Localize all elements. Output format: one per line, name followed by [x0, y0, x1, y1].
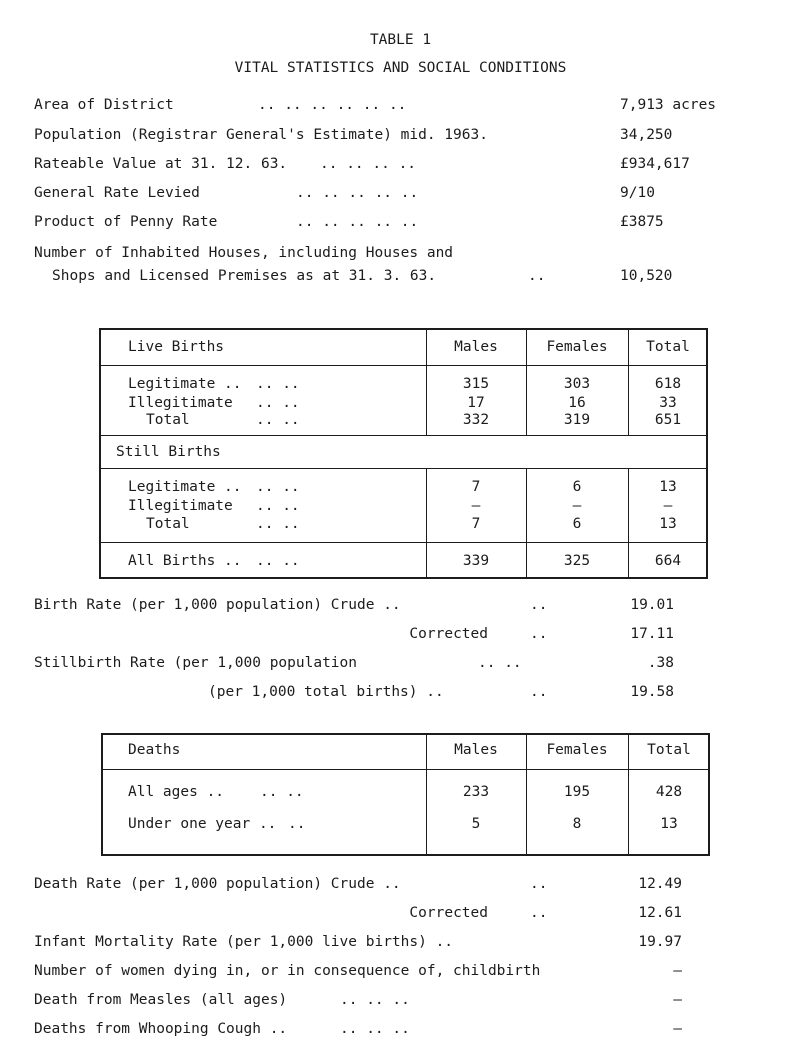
table-cell: 6	[572, 479, 582, 495]
table-cell: 17	[467, 395, 485, 411]
stat-value-population: 34,250	[620, 127, 673, 143]
rate-leader: .. ..	[478, 655, 522, 671]
deaths-header-total: Total	[647, 742, 691, 758]
houses-leader: ..	[528, 268, 546, 284]
table-cell: 8	[572, 816, 582, 832]
rate-label: Corrected	[409, 626, 488, 642]
rate-label: (per 1,000 total births) ..	[208, 684, 444, 700]
rate-leader: ..	[530, 876, 548, 892]
table-row-leader: .. ..	[256, 479, 300, 495]
table-row-leader: .. ..	[256, 395, 300, 411]
table-number: TABLE 1	[369, 32, 432, 48]
rate-leader: .. .. ..	[340, 1021, 410, 1037]
houses-value: 10,520	[620, 268, 673, 284]
table-row-leader: .. ..	[256, 498, 300, 514]
table-cell: 303	[563, 376, 591, 392]
rate-value: –	[673, 963, 682, 979]
table-cell: 618	[654, 376, 682, 392]
table-cell: 7	[471, 479, 481, 495]
stat-value-rate-levied: 9/10	[620, 185, 655, 201]
births-header-females: Females	[546, 339, 608, 355]
rate-label: Infant Mortality Rate (per 1,000 live births) ..	[34, 934, 454, 950]
stat-label-penny-rate: Product of Penny Rate	[34, 214, 218, 230]
rate-value: 12.49	[638, 876, 682, 892]
rate-leader: ..	[530, 905, 548, 921]
table-row-leader: .. ..	[256, 412, 300, 428]
stat-leader-area: .. .. .. .. .. ..	[258, 97, 407, 113]
table-cell: 664	[654, 553, 682, 569]
rate-value: .38	[647, 655, 674, 671]
row-divider	[99, 435, 708, 436]
table-cell: 33	[659, 395, 677, 411]
table-cell: 13	[659, 479, 677, 495]
table-row-label: Under one year ..	[128, 816, 277, 832]
table-cell: 195	[563, 784, 591, 800]
stat-label-rateable: Rateable Value at 31. 12. 63.	[34, 156, 288, 172]
rate-value: 12.61	[638, 905, 682, 921]
table-cell: –	[471, 498, 481, 514]
table-row-label: Illegitimate	[128, 498, 233, 514]
rate-value: –	[673, 992, 682, 1008]
rate-leader: ..	[530, 626, 548, 642]
stat-value-rateable: £934,617	[620, 156, 690, 172]
stat-label-area: Area of District	[34, 97, 174, 113]
deaths-header-males: Males	[454, 742, 498, 758]
deaths-header-label: Deaths	[128, 742, 181, 758]
table-row-label: All ages ..	[128, 784, 225, 800]
births-header-males: Males	[454, 339, 498, 355]
table-cell: 13	[660, 816, 678, 832]
rate-label: Number of women dying in, or in consequence of, childbirth	[34, 963, 541, 979]
stat-leader-rateable: .. .. .. ..	[320, 156, 417, 172]
stat-leader-penny-rate: .. .. .. .. ..	[296, 214, 419, 230]
table-row-leader: .. ..	[256, 553, 300, 569]
rate-leader: ..	[530, 597, 548, 613]
rate-leader: ..	[530, 684, 548, 700]
page-title: VITAL STATISTICS AND SOCIAL CONDITIONS	[234, 60, 567, 76]
stat-label-rate-levied: General Rate Levied	[34, 185, 200, 201]
stat-value-penny-rate: £3875	[620, 214, 664, 230]
table-row-leader: ..	[288, 816, 306, 832]
rate-value: –	[673, 1021, 682, 1037]
row-divider	[99, 365, 708, 366]
rate-value: 19.01	[630, 597, 674, 613]
table-cell: 315	[462, 376, 490, 392]
stat-leader-rate-levied: .. .. .. .. ..	[296, 185, 419, 201]
table-cell: 16	[568, 395, 586, 411]
rate-label: Corrected	[409, 905, 488, 921]
table-row-label: Legitimate ..	[128, 479, 242, 495]
table-row-label: All Births ..	[128, 553, 242, 569]
table-cell: 339	[462, 553, 490, 569]
stat-label-population: Population (Registrar General's Estimate) mid. 1963.	[34, 127, 488, 143]
table-cell: –	[663, 498, 673, 514]
row-divider	[101, 769, 710, 770]
row-divider	[99, 468, 708, 469]
rate-value: 19.97	[638, 934, 682, 950]
still-births-heading: Still Births	[116, 444, 221, 460]
rate-value: 17.11	[630, 626, 674, 642]
rate-label: Death from Measles (all ages)	[34, 992, 288, 1008]
stat-value-area: 7,913 acres	[620, 97, 717, 113]
row-divider	[99, 542, 708, 543]
table-row-label: Legitimate ..	[128, 376, 242, 392]
rate-label: Birth Rate (per 1,000 population) Crude ..	[34, 597, 401, 613]
table-cell: 332	[462, 412, 490, 428]
table-row-label: Illegitimate	[128, 395, 233, 411]
rate-value: 19.58	[630, 684, 674, 700]
table-cell: 6	[572, 516, 582, 532]
table-row-leader: .. ..	[260, 784, 304, 800]
table-row-leader: .. ..	[256, 516, 300, 532]
deaths-header-females: Females	[546, 742, 608, 758]
table-row-label: Total	[146, 516, 190, 532]
table-cell: 13	[659, 516, 677, 532]
table-cell: 325	[563, 553, 591, 569]
rate-label: Death Rate (per 1,000 population) Crude ..	[34, 876, 401, 892]
births-header-total: Total	[646, 339, 690, 355]
rate-leader: .. .. ..	[340, 992, 410, 1008]
table-cell: 428	[655, 784, 683, 800]
table-row-label: Total	[146, 412, 190, 428]
table-cell: –	[572, 498, 582, 514]
table-cell: 233	[462, 784, 490, 800]
houses-line-2: Shops and Licensed Premises as at 31. 3. 63.	[52, 268, 437, 284]
rate-label: Stillbirth Rate (per 1,000 population	[34, 655, 358, 671]
rate-label: Deaths from Whooping Cough ..	[34, 1021, 288, 1037]
table-cell: 5	[471, 816, 481, 832]
table-row-leader: .. ..	[256, 376, 300, 392]
table-cell: 651	[654, 412, 682, 428]
table-cell: 7	[471, 516, 481, 532]
births-header-label: Live Births	[128, 339, 225, 355]
table-cell: 319	[563, 412, 591, 428]
houses-line-1: Number of Inhabited Houses, including Houses and	[34, 245, 454, 261]
